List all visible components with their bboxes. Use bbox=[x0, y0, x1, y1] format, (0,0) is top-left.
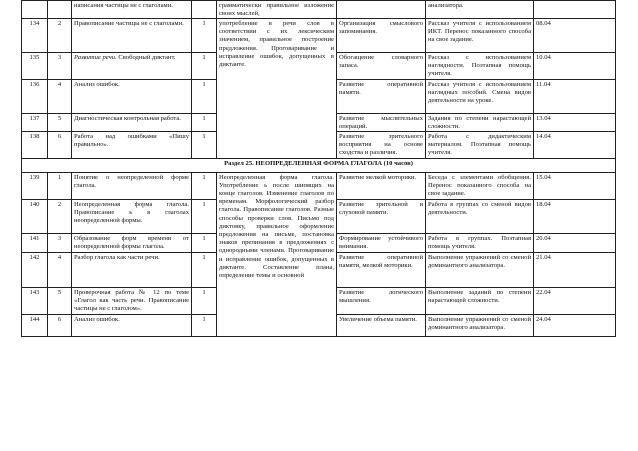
lesson-hours: 1 bbox=[192, 253, 217, 288]
section-row bbox=[22, 159, 616, 173]
lesson-date: 13.04 bbox=[534, 114, 616, 132]
lesson-topic: Неопределенная форма глагола. Правописание ь в глаголах неопределенной формы. bbox=[72, 200, 192, 234]
lesson-date: 08.04 bbox=[534, 19, 616, 53]
lesson-topic: Работа над ошибками «Пишу правильно». bbox=[72, 132, 192, 159]
lesson-date: 10.04 bbox=[534, 53, 616, 80]
support-methods: Работа в группах. Поэтапная помощь учителя. bbox=[426, 234, 534, 253]
lesson-index: 2 bbox=[48, 200, 72, 234]
lesson-number: 143 bbox=[22, 288, 48, 315]
support-methods: Задания по степени нарастающей сложности. bbox=[426, 114, 534, 132]
table-row bbox=[22, 19, 616, 53]
lesson-number: 134 bbox=[22, 19, 48, 53]
lesson-hours: 1 bbox=[192, 114, 217, 132]
lesson-topic: Образование форм времени от неопределенной формы глагола. bbox=[72, 234, 192, 253]
lesson-date: 11.04 bbox=[534, 80, 616, 114]
lesson-number: 138 bbox=[22, 132, 48, 159]
lesson-index: 5 bbox=[48, 114, 72, 132]
lesson-topic-italic: Развитие речи. bbox=[74, 53, 117, 61]
lesson-plan-table bbox=[21, 0, 616, 337]
lesson-hours: 1 bbox=[192, 132, 217, 159]
lesson-topic-text: Свободный диктант. bbox=[116, 53, 176, 61]
lesson-topic: Анализ ошибок. bbox=[72, 80, 192, 114]
support-methods: Работа с дидактическим материалом. Поэтапная помощь учителя. bbox=[426, 132, 534, 159]
lesson-index: 4 bbox=[48, 253, 72, 288]
lesson-hours: 1 bbox=[192, 173, 217, 200]
correction-work: Формирование устойчивого внимания. bbox=[337, 234, 426, 253]
support-methods: Рассказ с использованием наглядности. Поэтапная помощь учителя. bbox=[426, 53, 534, 80]
lesson-hours: 1 bbox=[192, 53, 217, 80]
correction-work: Организация смыслового запоминания. bbox=[337, 19, 426, 53]
lesson-date: 22.04 bbox=[534, 288, 616, 315]
lesson-number: 142 bbox=[22, 253, 48, 288]
lesson-date: 24.04 bbox=[534, 315, 616, 337]
correction-work: Развитие оперативной памяти, мелкой моторики. bbox=[337, 253, 426, 288]
support-methods: Выполнение заданий по степени нарастающей сложности. bbox=[426, 288, 534, 315]
lesson-date: 15.04 bbox=[534, 173, 616, 200]
table-row bbox=[22, 173, 616, 200]
support-methods: Работа в группах со сменой видов деятельности. bbox=[426, 200, 534, 234]
lesson-date: 21.04 bbox=[534, 253, 616, 288]
support-methods: Рассказ учителя с использованием ИКТ. Перенос показанного способа на свое задание. bbox=[426, 19, 534, 53]
lesson-topic: Понятие о неопределенной форме глагола. bbox=[72, 173, 192, 200]
section-title: Раздел 25. НЕОПРЕДЕЛЕННАЯ ФОРМА ГЛАГОЛА (10 часов) bbox=[22, 159, 616, 173]
correction-work: Развитие зрительной и слуховой памяти. bbox=[337, 200, 426, 234]
lesson-topic bbox=[72, 53, 192, 80]
lesson-index: 2 bbox=[48, 19, 72, 53]
lesson-number: 140 bbox=[22, 200, 48, 234]
lesson-hours: 1 bbox=[192, 19, 217, 53]
lesson-index: 3 bbox=[48, 234, 72, 253]
lesson-hours: 1 bbox=[192, 200, 217, 234]
lesson-topic: Разбор глагола как части речи. bbox=[72, 253, 192, 288]
student-activities: грамматически правильное изложение своих мыслей, bbox=[217, 1, 337, 19]
lesson-index: 6 bbox=[48, 132, 72, 159]
lesson-number: 144 bbox=[22, 315, 48, 337]
lesson-number: 139 bbox=[22, 173, 48, 200]
lesson-hours: 1 bbox=[192, 315, 217, 337]
lesson-date: 20.04 bbox=[534, 234, 616, 253]
correction-work: Развитие зрительного восприятия на основе сходства и различия. bbox=[337, 132, 426, 159]
lesson-topic: Проверочная работа № 12 по теме «Глагол как часть речи. Правописание частицы не с глаголом». bbox=[72, 288, 192, 315]
lesson-date: 14.04 bbox=[534, 132, 616, 159]
lesson-hours: 1 bbox=[192, 234, 217, 253]
lesson-plan-page bbox=[21, 0, 615, 451]
lesson-index: 5 bbox=[48, 288, 72, 315]
lesson-index: 1 bbox=[48, 173, 72, 200]
correction-work: Развитие мелкой моторики. bbox=[337, 173, 426, 200]
lesson-number: 135 bbox=[22, 53, 48, 80]
student-activities: употребление в речи слов в соответствии с их лексическим значением, правильное построение предложения. Проговаривание и исправление ошибок, допущенных в диктанте. bbox=[217, 19, 337, 159]
lesson-index: 4 bbox=[48, 80, 72, 114]
lesson-topic: написания частицы не с глаголами. bbox=[72, 1, 192, 19]
lesson-hours: 1 bbox=[192, 80, 217, 114]
support-methods: Беседа с элементами обобщения. Перенос показанного способа на свое задание. bbox=[426, 173, 534, 200]
correction-work: Развитие логического мышления. bbox=[337, 288, 426, 315]
lesson-number: 137 bbox=[22, 114, 48, 132]
correction-work: Развитие мыслительных операций. bbox=[337, 114, 426, 132]
student-activities: Неопределенная форма глагола. Употребление ь после шипящих на конце глаголов. Изменение глаголов по временам. Морфологический разбор глагола. Правописание глаголов. Разные способы проверки слов. Письмо под диктовку, правильное оформление предложения на письме, постановка знаков препинания в предложениях с однородными членами. Проговаривание и исправление ошибок, допущенных в диктанте. Составление плана, определение темы и основной bbox=[217, 173, 337, 337]
lesson-index: 3 bbox=[48, 53, 72, 80]
correction-work: Увеличение объема памяти. bbox=[337, 315, 426, 337]
lesson-topic: Диагностическая контрольная работа. bbox=[72, 114, 192, 132]
table-row bbox=[22, 1, 616, 19]
lesson-number: 141 bbox=[22, 234, 48, 253]
support-methods: Выполнение упражнений со сменой доминантного анализатора. bbox=[426, 253, 534, 288]
lesson-index: 6 bbox=[48, 315, 72, 337]
lesson-hours: 1 bbox=[192, 288, 217, 315]
correction-work: Обогащение словарного запаса. bbox=[337, 53, 426, 80]
support-methods: анализатора. bbox=[426, 1, 534, 19]
support-methods: Выполнение упражнений со сменой доминантного анализатора. bbox=[426, 315, 534, 337]
support-methods: Рассказ учителя с использованием наглядных пособий. Смена видов деятельности на уроке. bbox=[426, 80, 534, 114]
lesson-topic: Анализ ошибок. bbox=[72, 315, 192, 337]
lesson-date: 18.04 bbox=[534, 200, 616, 234]
lesson-topic: Правописание частицы не с глаголами. bbox=[72, 19, 192, 53]
lesson-number: 136 bbox=[22, 80, 48, 114]
correction-work: Развитие оперативной памяти. bbox=[337, 80, 426, 114]
